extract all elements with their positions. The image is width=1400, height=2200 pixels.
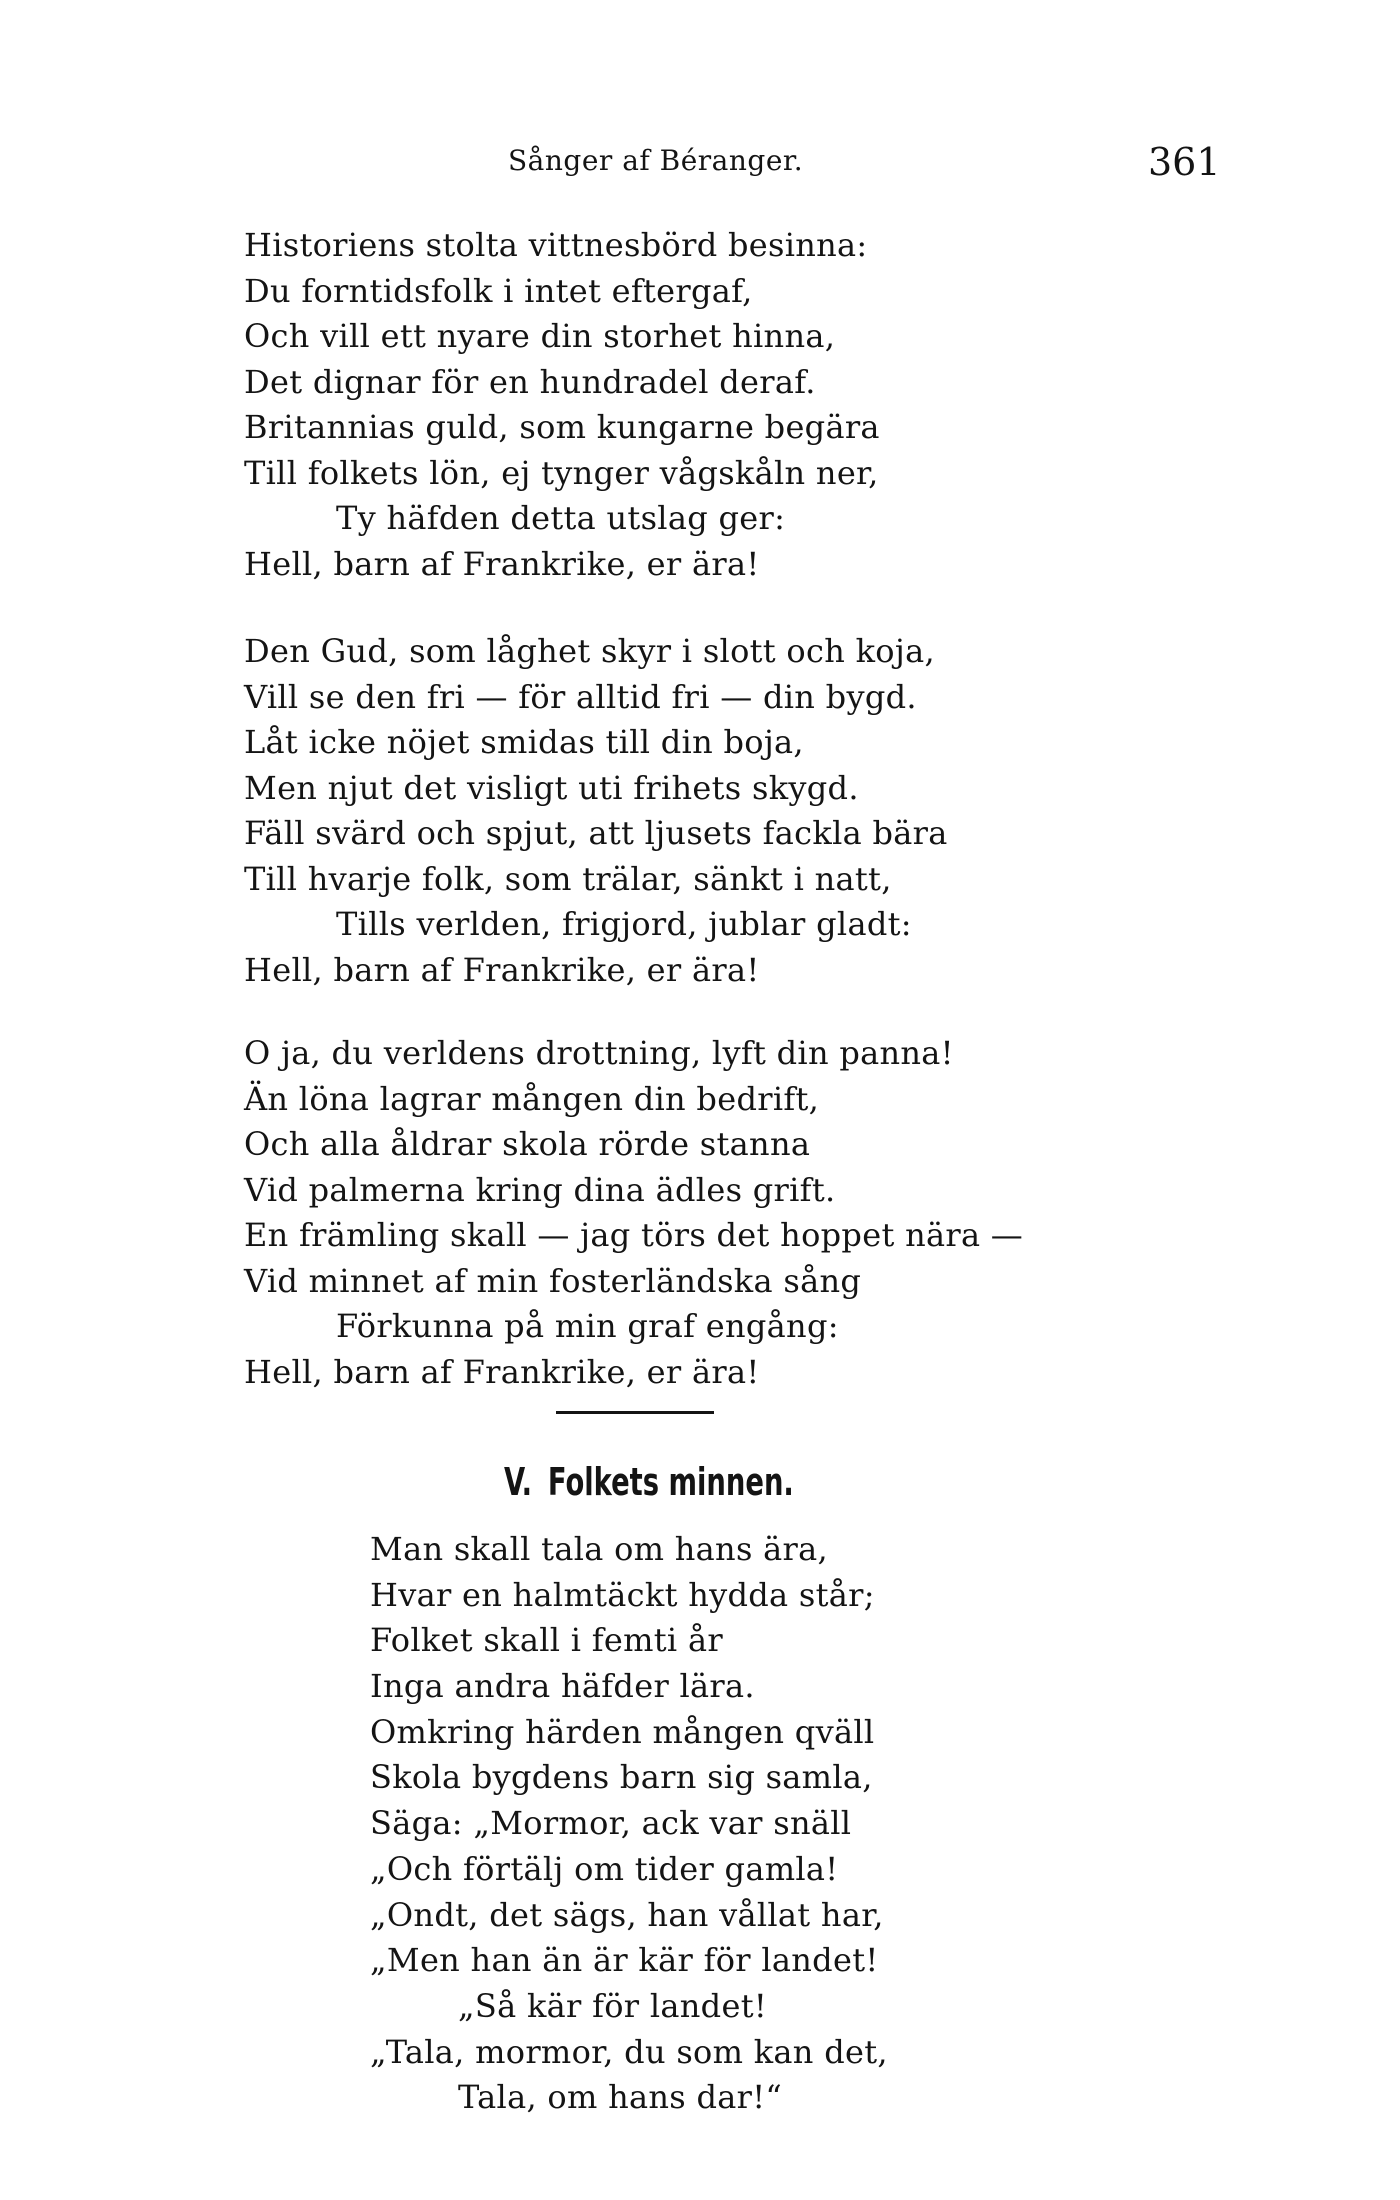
verse-line: Låt icke nöjet smidas till din boja, [244,723,804,761]
verse-line: Hvar en halmtäckt hydda står; [370,1575,875,1614]
verse-line: Tala, om hans dar!“ [458,2078,783,2117]
verse-line: „Så kär för landet! [458,1986,768,2025]
verse-line: Du forntidsfolk i intet eftergaf, [244,271,753,310]
verse-line: Inga andra häfder lära. [370,1667,755,1706]
verse-line: Folket skall i femti år [370,1621,723,1660]
verse-line: Ty häfden detta utslag ger: [336,499,786,537]
verse-line: „Och förtälj om tider gamla! [370,1849,839,1888]
verse-line: En främling skall — jag törs det hoppet nära — [244,1216,1024,1254]
section-numeral: V. [504,1460,533,1504]
verse-line: Historiens stolta vittnesbörd besinna: [244,226,868,264]
verse-line: „Ondt, det sägs, han vållat har, [370,1895,884,1934]
page-number: 361 [1148,140,1221,184]
refrain-line: Hell, barn af Frankrike, er ära! [244,544,760,583]
verse-line: Säga: „Mormor, ack var snäll [370,1804,852,1843]
section-heading [504,1460,810,1504]
stanza [244,629,1104,993]
verse-line: Tills verlden, frigjord, jublar gladt: [336,905,912,943]
refrain-line: Hell, barn af Frankrike, er ära! [244,1352,760,1391]
stanza [244,223,1104,587]
verse-line: „Men han än är kär för landet! [370,1941,879,1980]
verse-line: Förkunna på min graf engång: [336,1307,839,1345]
verse-line: „Tala, mormor, du som kan det, [370,2032,888,2071]
verse-line: Skola bygdens barn sig samla, [370,1758,873,1797]
stanza [244,1031,1104,1395]
section-divider [556,1411,714,1414]
verse-line: Vid palmerna kring dina ädles grift. [244,1170,836,1209]
verse-line: Och alla åldrar skola rörde stanna [244,1125,811,1163]
verse-line: Vid minnet af min fosterländska sång [244,1261,862,1300]
running-header: Sånger af Béranger. [508,144,804,177]
poem-stanza [370,1527,1110,2121]
verse-line: Omkring härden mången qväll [370,1712,875,1751]
verse-line: Fäll svärd och spjut, att ljusets fackla bära [244,814,948,852]
verse-line: Britannias guld, som kungarne begära [244,408,880,446]
verse-line: Och vill ett nyare din storhet hinna, [244,317,836,355]
verse-line: O ja, du verldens drottning, lyft din panna! [244,1034,954,1072]
verse-line: Än löna lagrar mången din bedrift, [244,1079,820,1118]
refrain-line: Hell, barn af Frankrike, er ära! [244,950,760,989]
verse-line: Man skall tala om hans ära, [370,1530,828,1568]
verse-line: Den Gud, som låghet skyr i slott och koja, [244,632,935,670]
verse-line: Till folkets lön, ej tynger vågskåln ner, [244,453,879,492]
section-title: Folkets minnen. [547,1460,794,1504]
verse-line: Till hvarje folk, som trälar, sänkt i natt, [244,859,892,898]
verse-line: Det dignar för en hundradel deraf. [244,362,816,401]
verse-line: Vill se den fri — för alltid fri — din bygd. [244,677,917,716]
verse-line: Men njut det visligt uti frihets skygd. [244,768,859,807]
